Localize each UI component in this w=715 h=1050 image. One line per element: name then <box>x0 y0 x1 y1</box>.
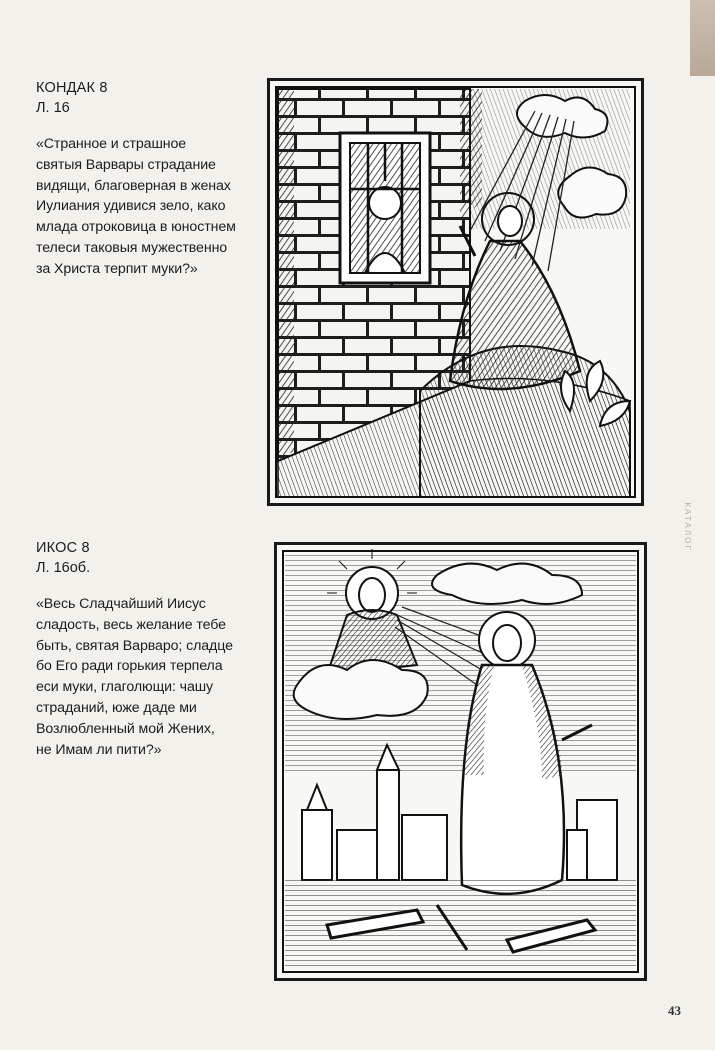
woodcut-christ-and-barbara <box>274 542 647 981</box>
verse-line: млада отроковица в юностнем <box>36 219 236 236</box>
verse-line: телеси таковыя мужественно <box>36 239 228 256</box>
verse-text <box>36 134 266 280</box>
woodcut-illustration <box>277 545 644 978</box>
ikos-8-caption <box>36 538 266 760</box>
verse-text <box>36 594 266 760</box>
catalog-side-label: КАТАЛОГ <box>683 502 693 552</box>
section-heading: КОНДАК 8 <box>36 80 108 96</box>
verse-line: «Странное и страшное <box>36 136 187 152</box>
verse-line: святыя Варвары страдание <box>36 156 216 173</box>
folio-reference: Л. 16 <box>36 100 70 116</box>
section-heading: ИКОС 8 <box>36 540 90 556</box>
verse-line: страданий, юже даде ми <box>36 699 197 716</box>
verse-line: Возлюбленный мой Жених, <box>36 720 215 737</box>
folio-reference: Л. 16об. <box>36 560 91 576</box>
verse-line: Иулиания удивися зело, како <box>36 198 226 215</box>
woodcut-illustration <box>270 81 641 503</box>
woodcut-barbara-in-prison <box>267 78 644 506</box>
verse-line: не Имам ли пити?» <box>36 741 162 758</box>
verse-line: видящи, благоверная в женах <box>36 177 231 194</box>
verse-line: быть, святая Варваро; сладце <box>36 637 233 654</box>
kondak-8-caption <box>36 78 266 280</box>
verse-line: сладость, весь желание тебе <box>36 616 226 633</box>
page-number: 43 <box>668 1003 681 1018</box>
verse-line: за Христа терпит муки?» <box>36 260 198 277</box>
verse-line: еси муки, глаголющи: чашу <box>36 679 214 696</box>
page-edge-photo-strip <box>690 0 715 76</box>
verse-line: бо Его ради горькия терпела <box>36 658 223 675</box>
verse-line: «Весь Сладчайший Иисус <box>36 596 206 612</box>
